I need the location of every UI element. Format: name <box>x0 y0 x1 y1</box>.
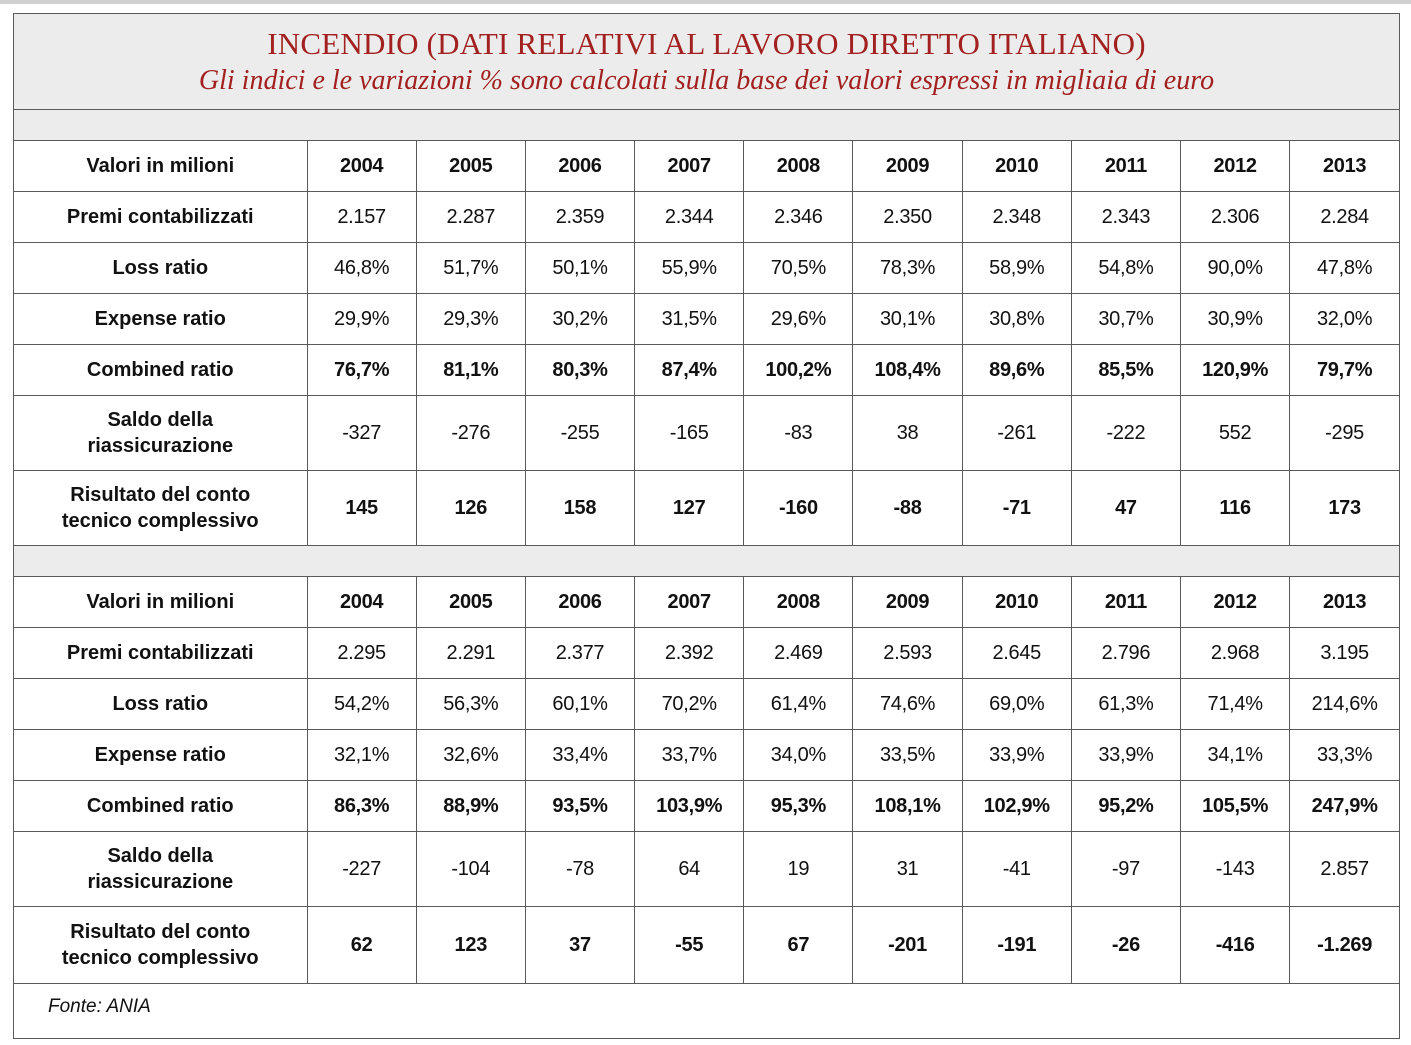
value-cell: 33,3% <box>1290 730 1399 781</box>
row-label-line: riassicurazione <box>87 871 234 893</box>
value-cell: -83 <box>744 396 853 471</box>
value-cell: 62 <box>307 907 416 984</box>
section-band-2 <box>14 546 1399 577</box>
header <box>14 14 1399 110</box>
value-cell: 102,9% <box>962 781 1071 832</box>
table-row-combined-ratio <box>14 345 1399 396</box>
year-header-cell: 2004 <box>307 577 416 628</box>
value-cell: 61,4% <box>744 679 853 730</box>
value-cell: 552 <box>1181 396 1290 471</box>
year-header-cell: 2006 <box>525 141 634 192</box>
table-row-premi-contabilizzati <box>14 192 1399 243</box>
value-cell: 2.287 <box>416 192 525 243</box>
row-label-line: riassicurazione <box>87 435 234 457</box>
value-cell: 33,9% <box>962 730 1071 781</box>
section-band-1 <box>14 110 1399 141</box>
value-cell: 90,0% <box>1181 243 1290 294</box>
value-cell: 38 <box>853 396 962 471</box>
value-cell: 214,6% <box>1290 679 1399 730</box>
value-cell: 60,1% <box>525 679 634 730</box>
value-cell: 19 <box>744 832 853 907</box>
value-cell: 2.343 <box>1071 192 1180 243</box>
table-row-expense-ratio <box>14 730 1399 781</box>
year-header-cell: 2008 <box>744 141 853 192</box>
table-row-saldo-riassicurazione <box>14 832 1399 907</box>
value-cell: 126 <box>416 471 525 546</box>
value-cell: 2.377 <box>525 628 634 679</box>
value-cell: 55,9% <box>635 243 744 294</box>
value-cell: -97 <box>1071 832 1180 907</box>
value-cell: 127 <box>635 471 744 546</box>
value-cell: 74,6% <box>853 679 962 730</box>
row-label: Expense ratio <box>14 730 307 781</box>
value-cell: 32,6% <box>416 730 525 781</box>
value-cell: 103,9% <box>635 781 744 832</box>
value-cell: 33,5% <box>853 730 962 781</box>
value-cell: 86,3% <box>307 781 416 832</box>
value-cell: 67 <box>744 907 853 984</box>
table-header-row <box>14 577 1399 628</box>
table-row-saldo-riassicurazione <box>14 396 1399 471</box>
value-cell: -165 <box>635 396 744 471</box>
value-cell: 37 <box>525 907 634 984</box>
value-cell: 69,0% <box>962 679 1071 730</box>
value-cell: 33,9% <box>1071 730 1180 781</box>
page-title: INCENDIO (DATI RELATIVI AL LAVORO DIRETTO ITALIANO) <box>267 26 1146 61</box>
year-header-cell: 2010 <box>962 141 1071 192</box>
value-cell: 95,3% <box>744 781 853 832</box>
page-subtitle: Gli indici e le variazioni % sono calcolati sulla base dei valori espressi in migliaia di euro <box>198 65 1215 96</box>
year-header-cell: 2007 <box>635 577 744 628</box>
value-cell: -26 <box>1071 907 1180 984</box>
value-cell: 34,0% <box>744 730 853 781</box>
value-cell: 2.968 <box>1181 628 1290 679</box>
value-cell: 2.350 <box>853 192 962 243</box>
value-cell: 81,1% <box>416 345 525 396</box>
value-cell: 61,3% <box>1071 679 1180 730</box>
value-cell: 30,2% <box>525 294 634 345</box>
row-label: Premi contabilizzati <box>14 192 307 243</box>
value-cell: 2.857 <box>1290 832 1399 907</box>
value-cell: 100,2% <box>744 345 853 396</box>
year-header-cell: 2011 <box>1071 141 1180 192</box>
value-cell: 116 <box>1181 471 1290 546</box>
value-cell: 76,7% <box>307 345 416 396</box>
value-cell: 30,8% <box>962 294 1071 345</box>
row-label: Loss ratio <box>14 243 307 294</box>
value-cell: 123 <box>416 907 525 984</box>
value-cell: -227 <box>307 832 416 907</box>
year-header-cell: 2011 <box>1071 577 1180 628</box>
value-cell: -41 <box>962 832 1071 907</box>
value-cell: -261 <box>962 396 1071 471</box>
value-cell: -143 <box>1181 832 1290 907</box>
value-cell: 2.346 <box>744 192 853 243</box>
value-cell: 71,4% <box>1181 679 1290 730</box>
value-cell: 50,1% <box>525 243 634 294</box>
year-header-cell: 2010 <box>962 577 1071 628</box>
value-cell: -222 <box>1071 396 1180 471</box>
row-label: Expense ratio <box>14 294 307 345</box>
value-cell: 2.359 <box>525 192 634 243</box>
value-cell: 34,1% <box>1181 730 1290 781</box>
value-cell: 29,9% <box>307 294 416 345</box>
year-header-cell: 2012 <box>1181 141 1290 192</box>
value-cell: 2.157 <box>307 192 416 243</box>
value-cell: 2.284 <box>1290 192 1399 243</box>
value-cell: 56,3% <box>416 679 525 730</box>
value-cell: 33,4% <box>525 730 634 781</box>
value-cell: 58,9% <box>962 243 1071 294</box>
table-row-loss-ratio <box>14 243 1399 294</box>
data-table-1 <box>14 141 1399 546</box>
value-cell: -104 <box>416 832 525 907</box>
year-header-cell: 2004 <box>307 141 416 192</box>
row-label: Loss ratio <box>14 679 307 730</box>
table-row-premi-contabilizzati <box>14 628 1399 679</box>
year-header-cell: 2012 <box>1181 577 1290 628</box>
top-rule <box>0 0 1411 4</box>
row-label <box>14 907 307 984</box>
value-cell: -295 <box>1290 396 1399 471</box>
value-cell: 145 <box>307 471 416 546</box>
value-cell: 2.291 <box>416 628 525 679</box>
source-note: Fonte: ANIA <box>48 996 151 1017</box>
row-label <box>14 832 307 907</box>
value-cell: 2.469 <box>744 628 853 679</box>
table-row-risultato-conto-tecnico <box>14 471 1399 546</box>
value-cell: -201 <box>853 907 962 984</box>
year-header-cell: 2005 <box>416 141 525 192</box>
value-cell: 2.306 <box>1181 192 1290 243</box>
value-cell: -327 <box>307 396 416 471</box>
value-cell: -88 <box>853 471 962 546</box>
value-cell: 29,6% <box>744 294 853 345</box>
value-cell: 88,9% <box>416 781 525 832</box>
value-cell: 89,6% <box>962 345 1071 396</box>
value-cell: 108,4% <box>853 345 962 396</box>
value-cell: 79,7% <box>1290 345 1399 396</box>
value-cell: 47,8% <box>1290 243 1399 294</box>
table-row-expense-ratio <box>14 294 1399 345</box>
year-header-cell: 2006 <box>525 577 634 628</box>
data-table-2 <box>14 577 1399 984</box>
value-cell: 64 <box>635 832 744 907</box>
value-cell: -78 <box>525 832 634 907</box>
row-label-line: tecnico complessivo <box>61 947 259 969</box>
value-cell: 85,5% <box>1071 345 1180 396</box>
value-cell: -160 <box>744 471 853 546</box>
value-cell: 31 <box>853 832 962 907</box>
value-cell: 2.593 <box>853 628 962 679</box>
value-cell: 158 <box>525 471 634 546</box>
value-cell: 2.645 <box>962 628 1071 679</box>
value-cell: 54,2% <box>307 679 416 730</box>
value-cell: -276 <box>416 396 525 471</box>
value-cell: 29,3% <box>416 294 525 345</box>
row-label-line: Risultato del conto <box>70 921 251 943</box>
value-cell: 247,9% <box>1290 781 1399 832</box>
value-cell: 31,5% <box>635 294 744 345</box>
table-row-risultato-conto-tecnico <box>14 907 1399 984</box>
value-cell: 32,0% <box>1290 294 1399 345</box>
value-cell: 30,1% <box>853 294 962 345</box>
value-cell: 80,3% <box>525 345 634 396</box>
row-label-line: Saldo della <box>107 409 214 431</box>
header-label-cell: Valori in milioni <box>14 141 307 192</box>
value-cell: 173 <box>1290 471 1399 546</box>
value-cell: 2.796 <box>1071 628 1180 679</box>
value-cell: -255 <box>525 396 634 471</box>
year-header-cell: 2008 <box>744 577 853 628</box>
value-cell: -191 <box>962 907 1071 984</box>
value-cell: 108,1% <box>853 781 962 832</box>
value-cell: 78,3% <box>853 243 962 294</box>
value-cell: -55 <box>635 907 744 984</box>
table-header-row <box>14 141 1399 192</box>
value-cell: -1.269 <box>1290 907 1399 984</box>
value-cell: 95,2% <box>1071 781 1180 832</box>
value-cell: 70,5% <box>744 243 853 294</box>
value-cell: 30,7% <box>1071 294 1180 345</box>
value-cell: 47 <box>1071 471 1180 546</box>
value-cell: 3.195 <box>1290 628 1399 679</box>
value-cell: 46,8% <box>307 243 416 294</box>
value-cell: 93,5% <box>525 781 634 832</box>
row-label: Combined ratio <box>14 781 307 832</box>
row-label <box>14 471 307 546</box>
value-cell: 33,7% <box>635 730 744 781</box>
year-header-cell: 2009 <box>853 141 962 192</box>
value-cell: 105,5% <box>1181 781 1290 832</box>
year-header-cell: 2005 <box>416 577 525 628</box>
table-row-loss-ratio <box>14 679 1399 730</box>
row-label-line: Risultato del conto <box>70 484 251 506</box>
value-cell: 2.295 <box>307 628 416 679</box>
row-label: Combined ratio <box>14 345 307 396</box>
year-header-cell: 2009 <box>853 577 962 628</box>
row-label <box>14 396 307 471</box>
value-cell: 70,2% <box>635 679 744 730</box>
year-header-cell: 2007 <box>635 141 744 192</box>
value-cell: -71 <box>962 471 1071 546</box>
value-cell: 32,1% <box>307 730 416 781</box>
year-header-cell: 2013 <box>1290 577 1399 628</box>
value-cell: 51,7% <box>416 243 525 294</box>
value-cell: 54,8% <box>1071 243 1180 294</box>
value-cell: 30,9% <box>1181 294 1290 345</box>
value-cell: 2.348 <box>962 192 1071 243</box>
table-row-combined-ratio <box>14 781 1399 832</box>
row-label: Premi contabilizzati <box>14 628 307 679</box>
year-header-cell: 2013 <box>1290 141 1399 192</box>
value-cell: 120,9% <box>1181 345 1290 396</box>
value-cell: 87,4% <box>635 345 744 396</box>
header-label-cell: Valori in milioni <box>14 577 307 628</box>
row-label-line: Saldo della <box>107 845 214 867</box>
document-frame <box>13 13 1400 1039</box>
value-cell: 2.344 <box>635 192 744 243</box>
row-label-line: tecnico complessivo <box>61 510 259 532</box>
value-cell: 2.392 <box>635 628 744 679</box>
value-cell: -416 <box>1181 907 1290 984</box>
